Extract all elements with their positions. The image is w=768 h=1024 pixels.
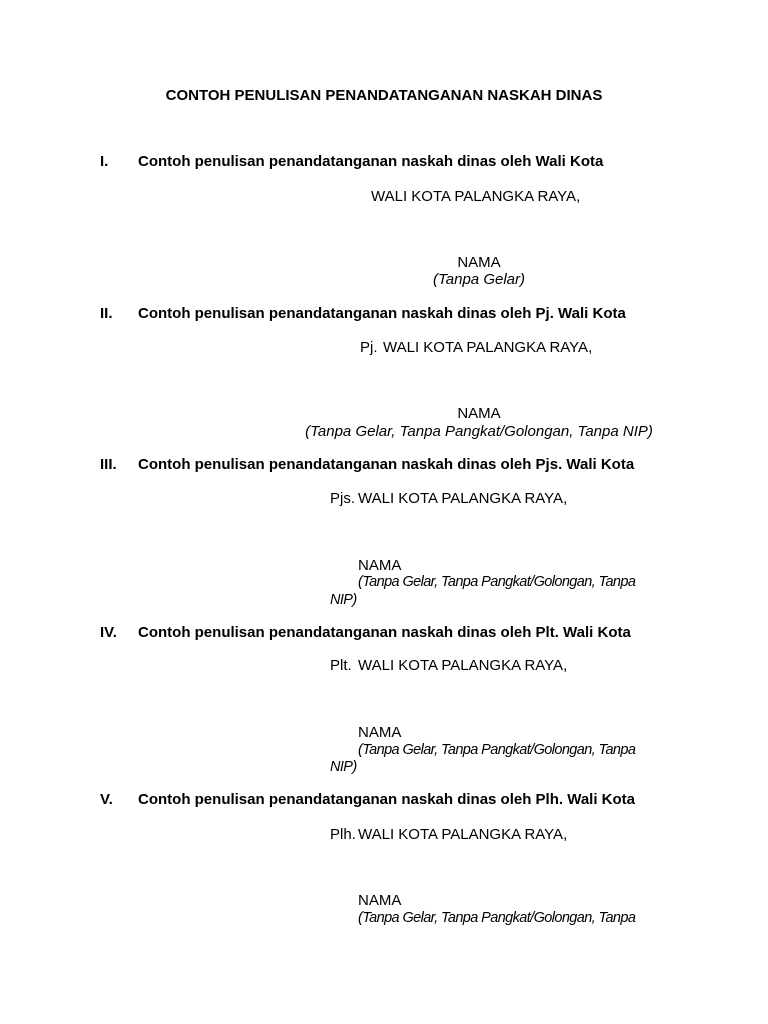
signature-note-continued: NIP) bbox=[330, 592, 357, 608]
signature-prefix: Plh. bbox=[330, 826, 356, 843]
signature-name: NAMA bbox=[358, 724, 402, 741]
signature-position: WALI KOTA PALANGKA RAYA, bbox=[358, 657, 568, 674]
section-number: I. bbox=[100, 153, 109, 170]
section-heading: Contoh penulisan penandatanganan naskah dinas oleh Pj. Wali Kota bbox=[138, 305, 626, 322]
signature-name: NAMA bbox=[457, 405, 501, 422]
signature-prefix: Plt. bbox=[330, 657, 352, 674]
signature-position: WALI KOTA PALANGKA RAYA, bbox=[358, 490, 568, 507]
signature-prefix: Pj. bbox=[360, 339, 378, 356]
signature-note: (Tanpa Gelar) bbox=[433, 271, 525, 288]
section-number: V. bbox=[100, 791, 113, 808]
signature-note: (Tanpa Gelar, Tanpa Pangkat/Golongan, Tanpa bbox=[358, 910, 636, 926]
signature-name: NAMA bbox=[358, 892, 402, 909]
signature-position: WALI KOTA PALANGKA RAYA, bbox=[358, 826, 568, 843]
section-heading: Contoh penulisan penandatanganan naskah dinas oleh Wali Kota bbox=[138, 153, 604, 170]
signature-name: NAMA bbox=[358, 557, 402, 574]
section-number: III. bbox=[100, 456, 117, 473]
signature-note: (Tanpa Gelar, Tanpa Pangkat/Golongan, Tanpa bbox=[358, 574, 636, 590]
document-title: CONTOH PENULISAN PENANDATANGANAN NASKAH DINAS bbox=[165, 87, 603, 104]
signature-note: (Tanpa Gelar, Tanpa Pangkat/Golongan, Tanpa NIP) bbox=[305, 423, 653, 440]
signature-name: NAMA bbox=[457, 254, 501, 271]
section-number: II. bbox=[100, 305, 113, 322]
section-heading: Contoh penulisan penandatanganan naskah dinas oleh Plt. Wali Kota bbox=[138, 624, 631, 641]
signature-position: WALI KOTA PALANGKA RAYA, bbox=[383, 339, 593, 356]
section-heading: Contoh penulisan penandatanganan naskah dinas oleh Plh. Wali Kota bbox=[138, 791, 635, 808]
signature-note-continued: NIP) bbox=[330, 759, 357, 775]
section-heading: Contoh penulisan penandatanganan naskah dinas oleh Pjs. Wali Kota bbox=[138, 456, 635, 473]
signature-prefix: Pjs. bbox=[330, 490, 356, 507]
section-number: IV. bbox=[100, 624, 117, 641]
signature-note: (Tanpa Gelar, Tanpa Pangkat/Golongan, Tanpa bbox=[358, 742, 636, 758]
signature-position: WALI KOTA PALANGKA RAYA, bbox=[371, 188, 581, 205]
